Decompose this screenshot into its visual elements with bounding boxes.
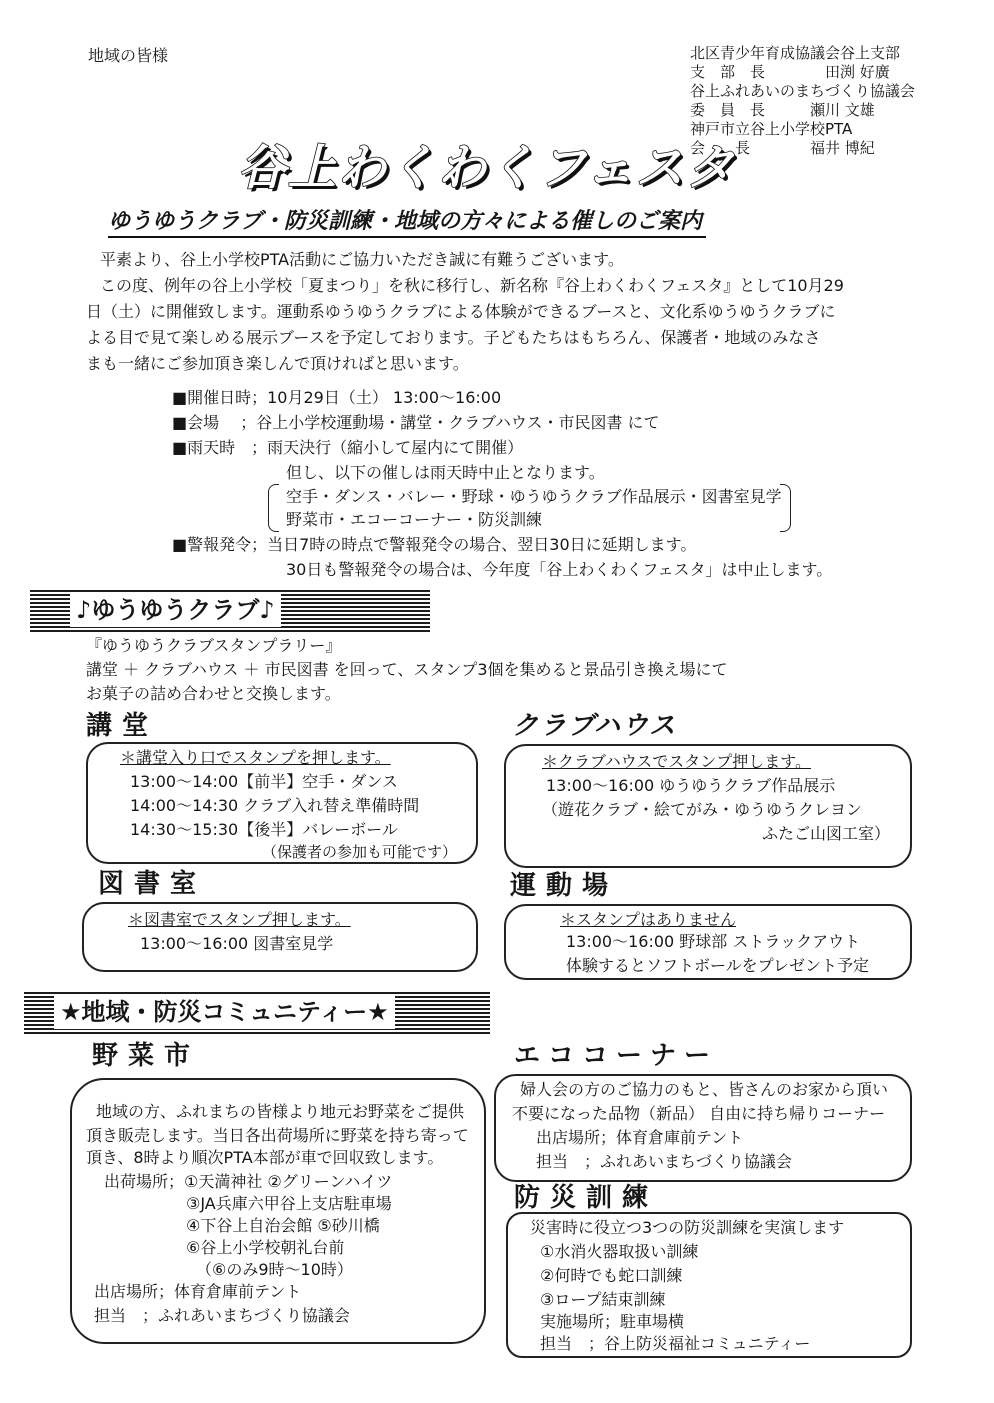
ground-line: 13:00〜16:00 野球部 ストラックアウト: [566, 932, 861, 951]
clubhouse-heading: クラブハウス: [512, 711, 678, 741]
eco-line: 婦人会の方のご協力のもと、皆さんのお家から頂い: [520, 1080, 889, 1099]
club-banner-label: ♪ゆうゆうクラブ♪: [70, 593, 281, 627]
cancelled-events: 野菜市・エコーコーナー・防災訓練: [286, 510, 543, 529]
bracket-left: [268, 484, 279, 532]
rain-note: 但し、以下の催しは雨天時中止となります。: [286, 463, 605, 482]
library-line: 13:00〜16:00 図書室見学: [140, 934, 334, 953]
sender-line: 谷上ふれあいのまちづくり協議会: [690, 82, 915, 100]
drill-line: 実施場所；駐車場横: [540, 1312, 685, 1331]
drill-line: ②何時でも蛇口訓練: [540, 1266, 683, 1285]
page-title: 谷上わくわくフェスタ: [238, 140, 736, 196]
library-note: ＊図書室でスタンプ押します。: [128, 910, 351, 929]
cancelled-events: 空手・ダンス・バレー・野球・ゆうゆうクラブ作品展示・図書室見学: [286, 487, 782, 506]
stamp-rally-desc: 講堂 ＋ クラブハウス ＋ 市民図書 を回って、スタンプ3個を集めると景品引き換え場にて: [86, 660, 728, 679]
market-line: ③JA兵庫六甲谷上支店駐車場: [186, 1194, 392, 1213]
eco-line: 不要になった品物（新品） 自由に持ち帰りコーナー: [512, 1104, 886, 1123]
stamp-rally-desc: お菓子の詰め合わせと交換します。: [86, 684, 341, 703]
clubhouse-line: （遊花クラブ・絵てがみ・ゆうゆうクレヨン: [542, 800, 863, 819]
community-banner: [24, 990, 490, 1034]
clubhouse-note: ＊クラブハウスでスタンプ押します。: [542, 752, 811, 771]
clubhouse-line: 13:00〜16:00 ゆうゆうクラブ作品展示: [546, 776, 836, 795]
page-subtitle: ゆうゆうクラブ・防災訓練・地域の方々による催しのご案内: [108, 208, 706, 238]
intro-line: 平素より、谷上小学校PTA活動にご協力いただき誠に有難うございます。: [100, 250, 624, 269]
library-heading: 図書室: [98, 869, 207, 899]
drill-line: ①水消火器取扱い訓練: [540, 1242, 699, 1261]
rain-policy: ■雨天時 ；雨天決行（縮小して屋内にて開催）: [172, 438, 524, 457]
intro-line: よる目で見て楽しめる展示ブースを予定しております。子どもたちはもちろん、保護者・地域のみなさ: [86, 328, 821, 347]
market-line: 地域の方、ふれまちの皆様より地元お野菜をご提供: [96, 1102, 465, 1121]
drill-line: 担当 ；谷上防災福祉コミュニティー: [540, 1334, 811, 1353]
market-line: 担当 ；ふれあいまちづくり協議会: [94, 1306, 350, 1325]
sender-line: 会 長 福井 博紀: [690, 139, 875, 157]
community-banner-label: ★地域・防災コミュニティー★: [54, 995, 395, 1029]
market-line: 出店場所；体育倉庫前テント: [94, 1282, 302, 1301]
ground-heading: 運動場: [510, 871, 619, 901]
sender-line: 支 部 長 田渕 好廣: [690, 63, 890, 81]
event-venue: ■会場 ；谷上小学校運動場・講堂・クラブハウス・市民図書 にて: [172, 413, 660, 432]
market-heading: 野菜市: [92, 1041, 201, 1071]
kodo-note: ＊講堂入り口でスタンプを押します。: [120, 748, 391, 767]
ground-line: 体験するとソフトボールをプレゼント予定: [566, 956, 870, 975]
drill-line: ③ロープ結束訓練: [540, 1290, 666, 1309]
market-line: ④下谷上自治会館 ⑤砂川橋: [186, 1216, 380, 1235]
drill-line: 災害時に役立つ3つの防災訓練を実演します: [530, 1218, 845, 1237]
sender-line: 神戸市立谷上小学校PTA: [690, 120, 853, 138]
intro-line: 日（土）に開催致します。運動系ゆうゆうクラブによる体験ができるブースと、文化系ゆうゆうクラブに: [86, 302, 836, 321]
market-line: 頂き販売します。当日各出荷場所に野菜を持ち寄って: [86, 1126, 469, 1145]
club-banner: [30, 588, 430, 632]
kodo-line: （保護者の参加も可能です）: [262, 843, 458, 861]
intro-line: この度、例年の谷上小学校「夏まつり」を秋に移行し、新名称『谷上わくわくフェスタ』として10月29: [100, 276, 844, 295]
kodo-heading: 講堂: [86, 711, 159, 741]
sender-line: 委 員 長 瀬川 文雄: [690, 101, 875, 119]
clubhouse-line: ふたご山図工室）: [762, 824, 891, 843]
intro-line: まも一緒にご参加頂き楽しんで頂ければと思います。: [86, 354, 469, 373]
market-line: 出荷場所；①天満神社 ②グリーンハイツ: [104, 1172, 393, 1191]
market-line: 頂き、8時より順次PTA本部が車で回収致します。: [86, 1148, 444, 1167]
market-line: （⑥のみ9時〜10時）: [196, 1260, 353, 1279]
drill-heading: 防災訓練: [514, 1183, 659, 1213]
bracket-right: [780, 484, 791, 532]
market-line: ⑥谷上小学校朝礼台前: [186, 1238, 345, 1257]
kodo-line: 14:30〜15:30【後半】バレーボール: [130, 820, 398, 839]
ground-note: ＊スタンプはありません: [560, 910, 737, 929]
sender-line: 北区青少年育成協議会谷上支部: [690, 44, 901, 62]
warning-policy: ■警報発令；当日7時の時点で警報発令の場合、翌日30日に延期します。: [172, 535, 697, 554]
greeting: 地域の皆様: [88, 46, 169, 65]
warning-note: 30日も警報発令の場合は、今年度「谷上わくわくフェスタ」は中止します。: [286, 560, 833, 579]
eco-heading: エココーナー: [514, 1041, 719, 1071]
kodo-line: 13:00〜14:00【前半】空手・ダンス: [130, 772, 398, 791]
kodo-line: 14:00〜14:30 クラブ入れ替え準備時間: [130, 796, 420, 815]
eco-line: 担当 ；ふれあいまちづくり協議会: [536, 1152, 792, 1171]
eco-line: 出店場所；体育倉庫前テント: [536, 1128, 744, 1147]
stamp-rally-name: 『ゆうゆうクラブスタンプラリー』: [86, 636, 342, 655]
event-date: ■開催日時；10月29日（土） 13:00〜16:00: [172, 388, 502, 407]
